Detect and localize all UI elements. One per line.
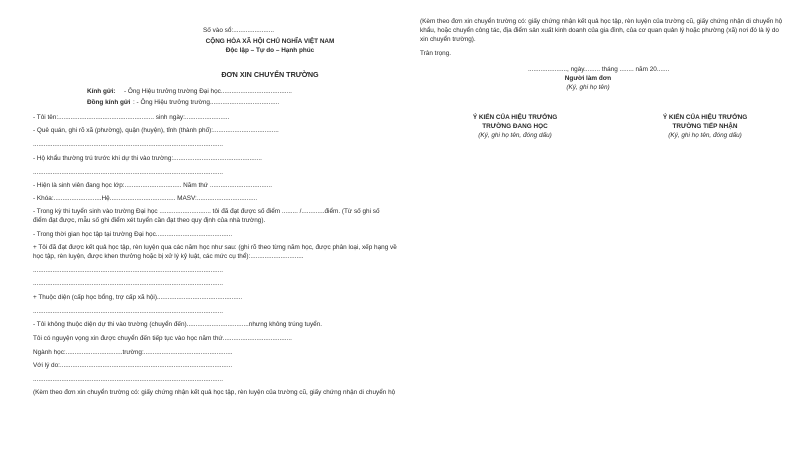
- nguoi-lam-don: Người làm đơn: [564, 75, 612, 82]
- line-khong-thuoc: - Tôi không thuộc diện dự thi vào trường (chuyển đến)...................................nhưng không trúng tuyển.: [33, 321, 323, 328]
- dong-kinh-gui-label: Đồng kính gửi: [87, 99, 131, 106]
- line-ky-thi-1: - Trong kỳ thi tuyển sinh vào trường Đại học ............................. tôi đã đạt được số điểm ......... /.............điểm. (Từ số ghi số: [33, 208, 380, 215]
- line-ho-khau: - Hộ khẩu thường trú trước khi dự thi vào trường:..................................................: [33, 155, 262, 162]
- dotted-line: ...........................................................................................................: [33, 280, 223, 287]
- date-line: ......................, ngày......... tháng ........ năm 20.......: [528, 66, 670, 73]
- dotted-line: ...........................................................................................................: [33, 169, 223, 176]
- nation-heading: CỘNG HÒA XÃ HỘI CHỦ NGHĨA VIỆT NAM: [205, 38, 335, 45]
- y-kien-truong-tiep-nhan-title-1: Ý KIẾN CỦA HIỆU TRƯỞNG: [662, 114, 748, 121]
- kem-theo-line-1: (Kèm theo đơn xin chuyển trường có: giấy chứng nhận kết quả học tập, rèn luyện của trường cũ, giấy chứng nhận di chuyển hộ: [420, 18, 783, 25]
- line-thuoc-dien: + Thuộc diện (cấp học bổng, trợ cấp xã hội)................................................: [33, 294, 243, 301]
- line-ky-thi-2: điểm đạt được, mẫu số ghi điểm xét tuyển cần đạt theo quy định của nhà trường).: [33, 217, 266, 224]
- kinh-gui-value: - Ông Hiệu trưởng trường Đại học........................................: [124, 88, 292, 95]
- y-kien-truong-tiep-nhan-note: (Ký, ghi họ tên, đóng dấu): [668, 132, 742, 139]
- y-kien-truong-dang-hoc-note: (Ký, ghi họ tên, đóng dấu): [478, 132, 552, 139]
- line-ket-qua-2: học tập, rèn luyện, được khen thưởng hoặc bị xử lý kỷ luật, các mức cụ thể):..............................: [33, 253, 304, 260]
- line-ten: - Tôi tên:...................................................... sinh ngày:.........................: [33, 114, 230, 121]
- kinh-gui-label: Kính gửi:: [87, 88, 116, 95]
- doc-title: ĐƠN XIN CHUYỂN TRƯỜNG: [221, 70, 319, 79]
- so-vao-so: Số vào sổ:.......................: [203, 27, 275, 34]
- kem-theo-line-2: khẩu, hoặc chuyển công tác, địa điểm sản xuất kinh doanh của gia đình, của cơ quan quản lý hoặc phường (xã) nơi đó là lý do: [420, 27, 779, 34]
- dong-kinh-gui-value: : - Ông Hiệu trưởng trường.......................................: [133, 99, 280, 106]
- y-kien-truong-dang-hoc-title-2: TRƯỜNG ĐANG HỌC: [482, 123, 548, 130]
- motto: Độc lập – Tự do – Hạnh phúc: [225, 47, 315, 54]
- nguoi-lam-don-note: (Ký, ghi họ tên): [566, 84, 610, 91]
- line-lop: - Hiện là sinh viên đang học lớp:................................ Năm thứ ...................................: [33, 182, 272, 189]
- line-ket-qua-1: + Tôi đã đạt được kết quả học tập, rèn luyện qua các năm học như sau: (ghi rõ theo từng năm học, được phân loại, xếp hạng về: [33, 244, 397, 251]
- line-kem-theo: (Kèm theo đơn xin chuyển trường có: giấy chứng nhận kết quả học tập, rèn luyện của trường cũ, giấy chứng nhận di chuyển hộ: [33, 389, 396, 396]
- dotted-line: ...........................................................................................................: [33, 308, 223, 315]
- kem-theo-line-3: xin chuyển trường).: [420, 36, 476, 43]
- line-que-quan: - Quê quán, ghi rõ xã (phường), quận (huyện), tỉnh (thành phố):.....................................: [33, 127, 279, 134]
- line-khoa: - Khóa:...........................Hệ..................................... MASV:..................................: [33, 195, 258, 202]
- form-page-right: [420, 0, 800, 450]
- line-nganh-hoc: Ngành học:................................trường:..................................................: [33, 349, 233, 356]
- line-thoi-gian: - Trong thời gian học tập tại trường Đại học...........................................: [33, 231, 233, 238]
- line-voi-ly-do: Với lý do:.................................................................................................: [33, 362, 233, 369]
- dotted-line: ...........................................................................................................: [33, 141, 223, 148]
- y-kien-truong-tiep-nhan-title-2: TRƯỜNG TIẾP NHẬN: [672, 123, 738, 130]
- dotted-line: ...........................................................................................................: [33, 376, 223, 383]
- line-nguyen-vong: Tôi có nguyện vọng xin được chuyển đến tiếp tục vào học năm thứ.......................................: [33, 335, 292, 342]
- tran-trong: Trân trọng.: [420, 50, 452, 57]
- y-kien-truong-dang-hoc-title-1: Ý KIẾN CỦA HIỆU TRƯỞNG: [472, 114, 558, 121]
- dotted-line: ...........................................................................................................: [33, 267, 223, 274]
